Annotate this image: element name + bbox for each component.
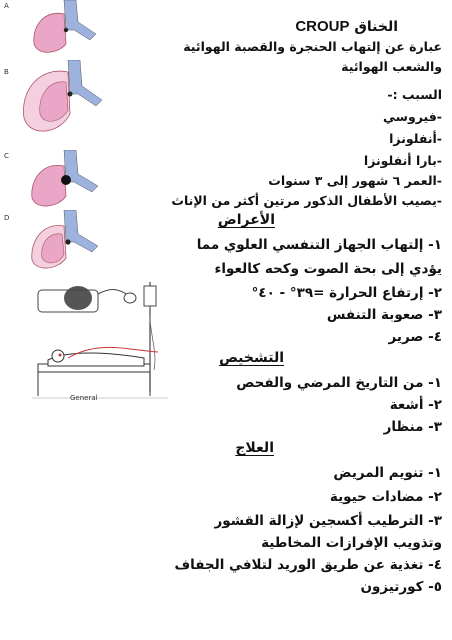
panel-label-a: A <box>4 2 9 10</box>
title-latin: CROUP <box>295 18 350 35</box>
age-line: -العمر ٦ شهور إلى ٣ سنوات <box>268 173 442 188</box>
symptom-item: ٤- صرير <box>388 329 442 345</box>
lung-diagram-b <box>4 60 114 140</box>
panel-label-c: C <box>4 152 9 160</box>
lung-diagram-a <box>4 0 114 58</box>
diagnosis-item: ٣- منظار <box>383 419 442 435</box>
diagnosis-item: ١- من التاريخ المرضي والفحص <box>236 375 442 391</box>
patient-bed-illustration <box>8 280 193 410</box>
lung-panel-c <box>4 150 114 208</box>
symptom-item: ٢- إرتفاع الحرارة =٣٩° - ٤٠° <box>251 285 442 301</box>
title-arabic: الخناق <box>354 19 398 35</box>
diagnosis-heading: التشخيص <box>219 350 284 366</box>
panel-label-d: D <box>4 214 10 222</box>
illustration-caption: General <box>70 394 98 402</box>
treatment-heading: العلاج <box>235 440 274 456</box>
symptom-item: ١- إلتهاب الجهاز التنفسي العلوي مما <box>196 237 442 253</box>
treatment-item: ١- تنويم المريض <box>333 465 442 481</box>
symptom-item: يؤدي إلى بحة الصوت وكحه كالعواء <box>214 261 442 277</box>
cause-item: -أنفلونزا <box>389 131 442 146</box>
page-title <box>295 18 398 35</box>
lung-panel-b <box>4 60 114 118</box>
gender-line: -يصيب الأطفال الذكور مرتين أكثر من الإناث <box>171 193 442 208</box>
treatment-item: وتذويب الإفرازات المخاطية <box>261 535 442 551</box>
cause-heading: السبب :- <box>387 87 442 102</box>
treatment-item: ٥- كورتيزون <box>360 579 442 595</box>
lung-panel-a <box>4 0 114 58</box>
lung-diagram-c <box>4 150 114 212</box>
lung-panel-d <box>4 210 114 268</box>
cause-item: -فيروسي <box>383 109 442 124</box>
cause-item: -بارا أنفلونزا <box>363 153 442 168</box>
intro-line: عبارة عن إلتهاب الحنجرة والقصبة الهوائية <box>183 39 442 54</box>
panel-label-b: B <box>4 68 9 76</box>
croup-tent-drawing <box>8 280 193 410</box>
treatment-item: ٣- الترطيب أكسجين لإزالة القشور <box>214 513 442 529</box>
lung-diagram-d <box>4 210 114 276</box>
symptom-item: ٣- صعوبة التنفس <box>326 307 442 323</box>
intro-line: والشعب الهوائية <box>341 59 442 74</box>
treatment-item: ٢- مضادات حيوية <box>329 489 442 505</box>
diagnosis-item: ٢- أشعة <box>389 397 442 413</box>
treatment-item: ٤- تغذية عن طريق الوريد لتلافي الجفاف <box>174 557 442 573</box>
symptoms-heading: الأعراض <box>217 212 275 228</box>
